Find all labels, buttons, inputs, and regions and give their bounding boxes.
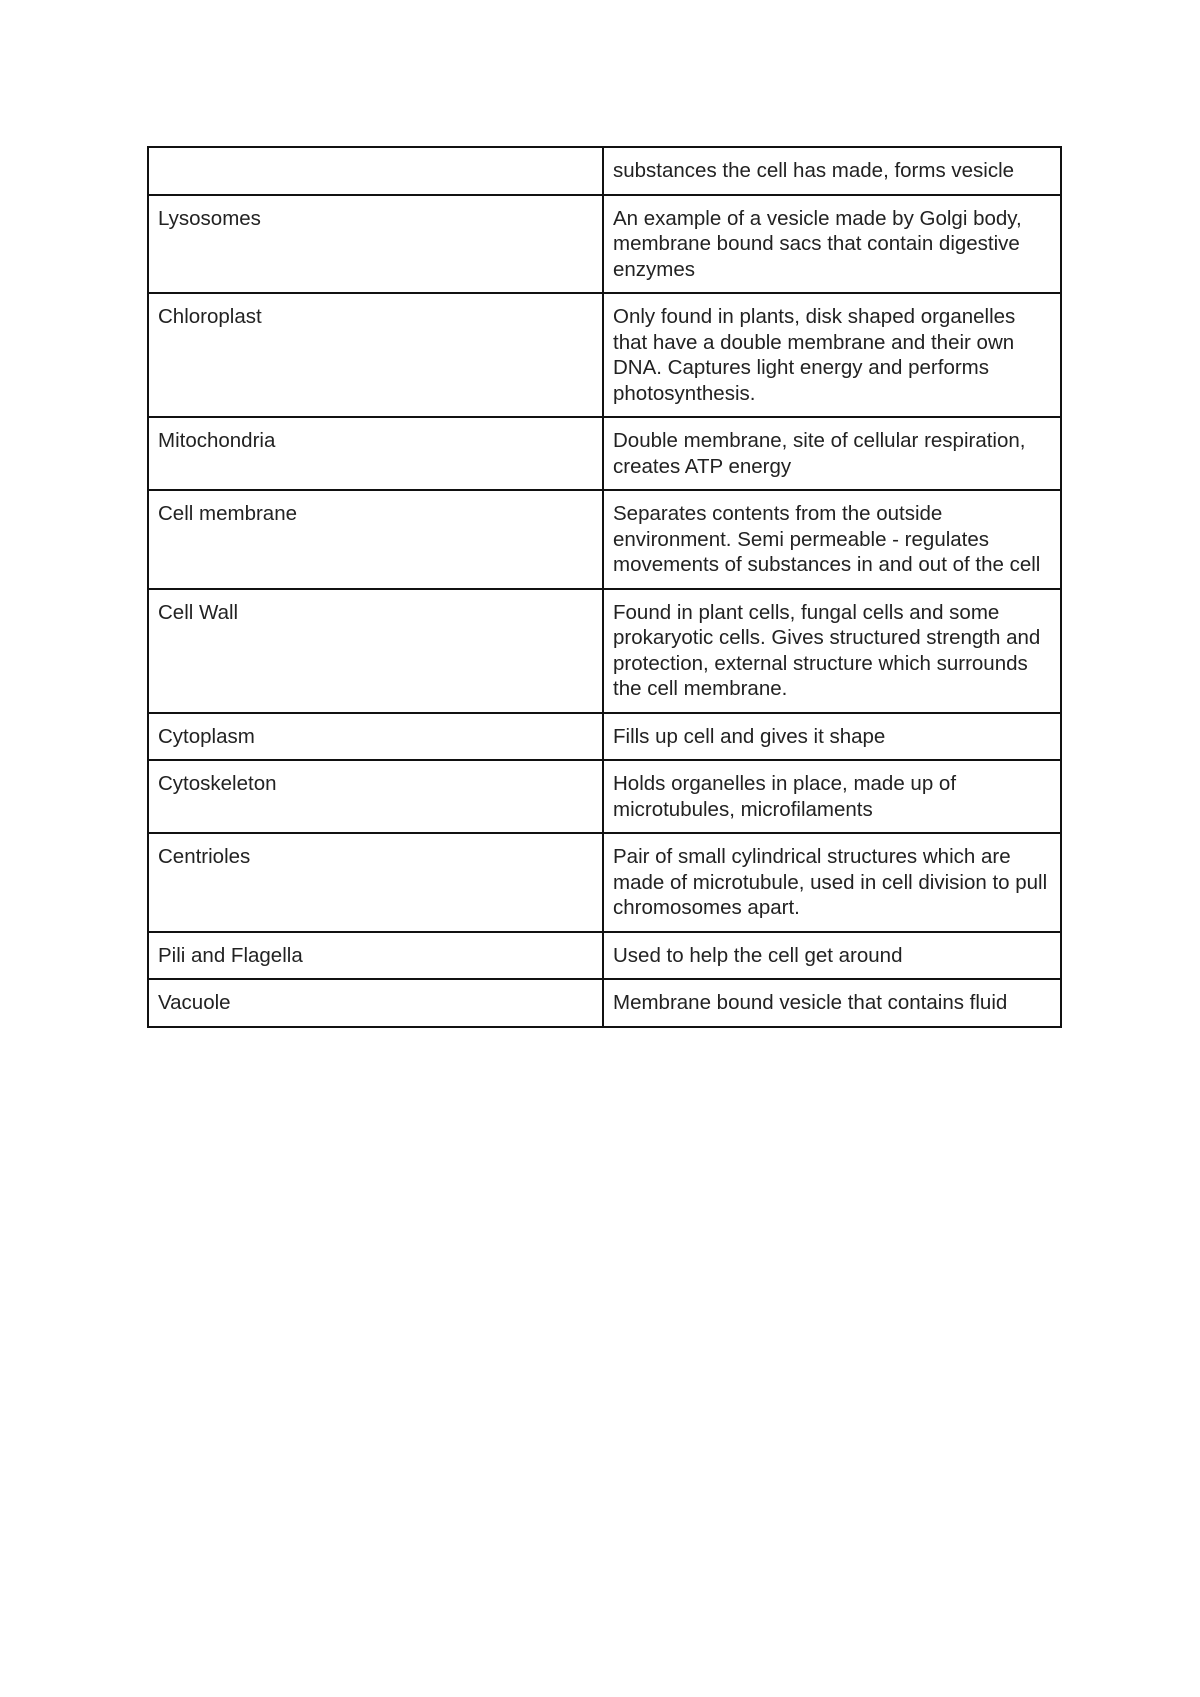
organelle-description-cell: Used to help the cell get around	[603, 932, 1061, 980]
table-row	[148, 979, 1061, 1027]
organelle-name-cell	[148, 147, 603, 195]
table-row	[148, 589, 1061, 713]
organelle-description-cell: substances the cell has made, forms vesicle	[603, 147, 1061, 195]
organelle-name-cell: Cell Wall	[148, 589, 603, 713]
organelle-description-cell: Separates contents from the outside environment. Semi permeable - regulates movements of substances in and out of the cell	[603, 490, 1061, 589]
organelle-description-cell: Found in plant cells, fungal cells and some prokaryotic cells. Gives structured strength and protection, external structure which surrounds the cell membrane.	[603, 589, 1061, 713]
table-row	[148, 932, 1061, 980]
table-row	[148, 195, 1061, 294]
organelle-name-cell: Chloroplast	[148, 293, 603, 417]
table-row	[148, 293, 1061, 417]
organelle-name-cell: Centrioles	[148, 833, 603, 932]
table-row	[148, 713, 1061, 761]
organelle-name-cell: Pili and Flagella	[148, 932, 603, 980]
organelle-name-cell: Cell membrane	[148, 490, 603, 589]
organelle-description-cell: Pair of small cylindrical structures which are made of microtubule, used in cell division to pull chromosomes apart.	[603, 833, 1061, 932]
table-row	[148, 760, 1061, 833]
organelle-description-cell: An example of a vesicle made by Golgi body, membrane bound sacs that contain digestive enzymes	[603, 195, 1061, 294]
organelle-name-cell: Mitochondria	[148, 417, 603, 490]
organelle-description-cell: Fills up cell and gives it shape	[603, 713, 1061, 761]
organelle-name-cell: Vacuole	[148, 979, 603, 1027]
organelle-description-cell: Holds organelles in place, made up of microtubules, microfilaments	[603, 760, 1061, 833]
organelle-name-cell: Lysosomes	[148, 195, 603, 294]
table-row	[148, 833, 1061, 932]
organelle-description-cell: Only found in plants, disk shaped organelles that have a double membrane and their own DNA. Captures light energy and performs photosynthesis.	[603, 293, 1061, 417]
table-row	[148, 417, 1061, 490]
organelle-table	[147, 146, 1062, 1028]
organelle-name-cell: Cytoplasm	[148, 713, 603, 761]
organelle-description-cell: Double membrane, site of cellular respiration, creates ATP energy	[603, 417, 1061, 490]
table-row	[148, 147, 1061, 195]
organelle-name-cell: Cytoskeleton	[148, 760, 603, 833]
organelle-description-cell: Membrane bound vesicle that contains fluid	[603, 979, 1061, 1027]
table-row	[148, 490, 1061, 589]
